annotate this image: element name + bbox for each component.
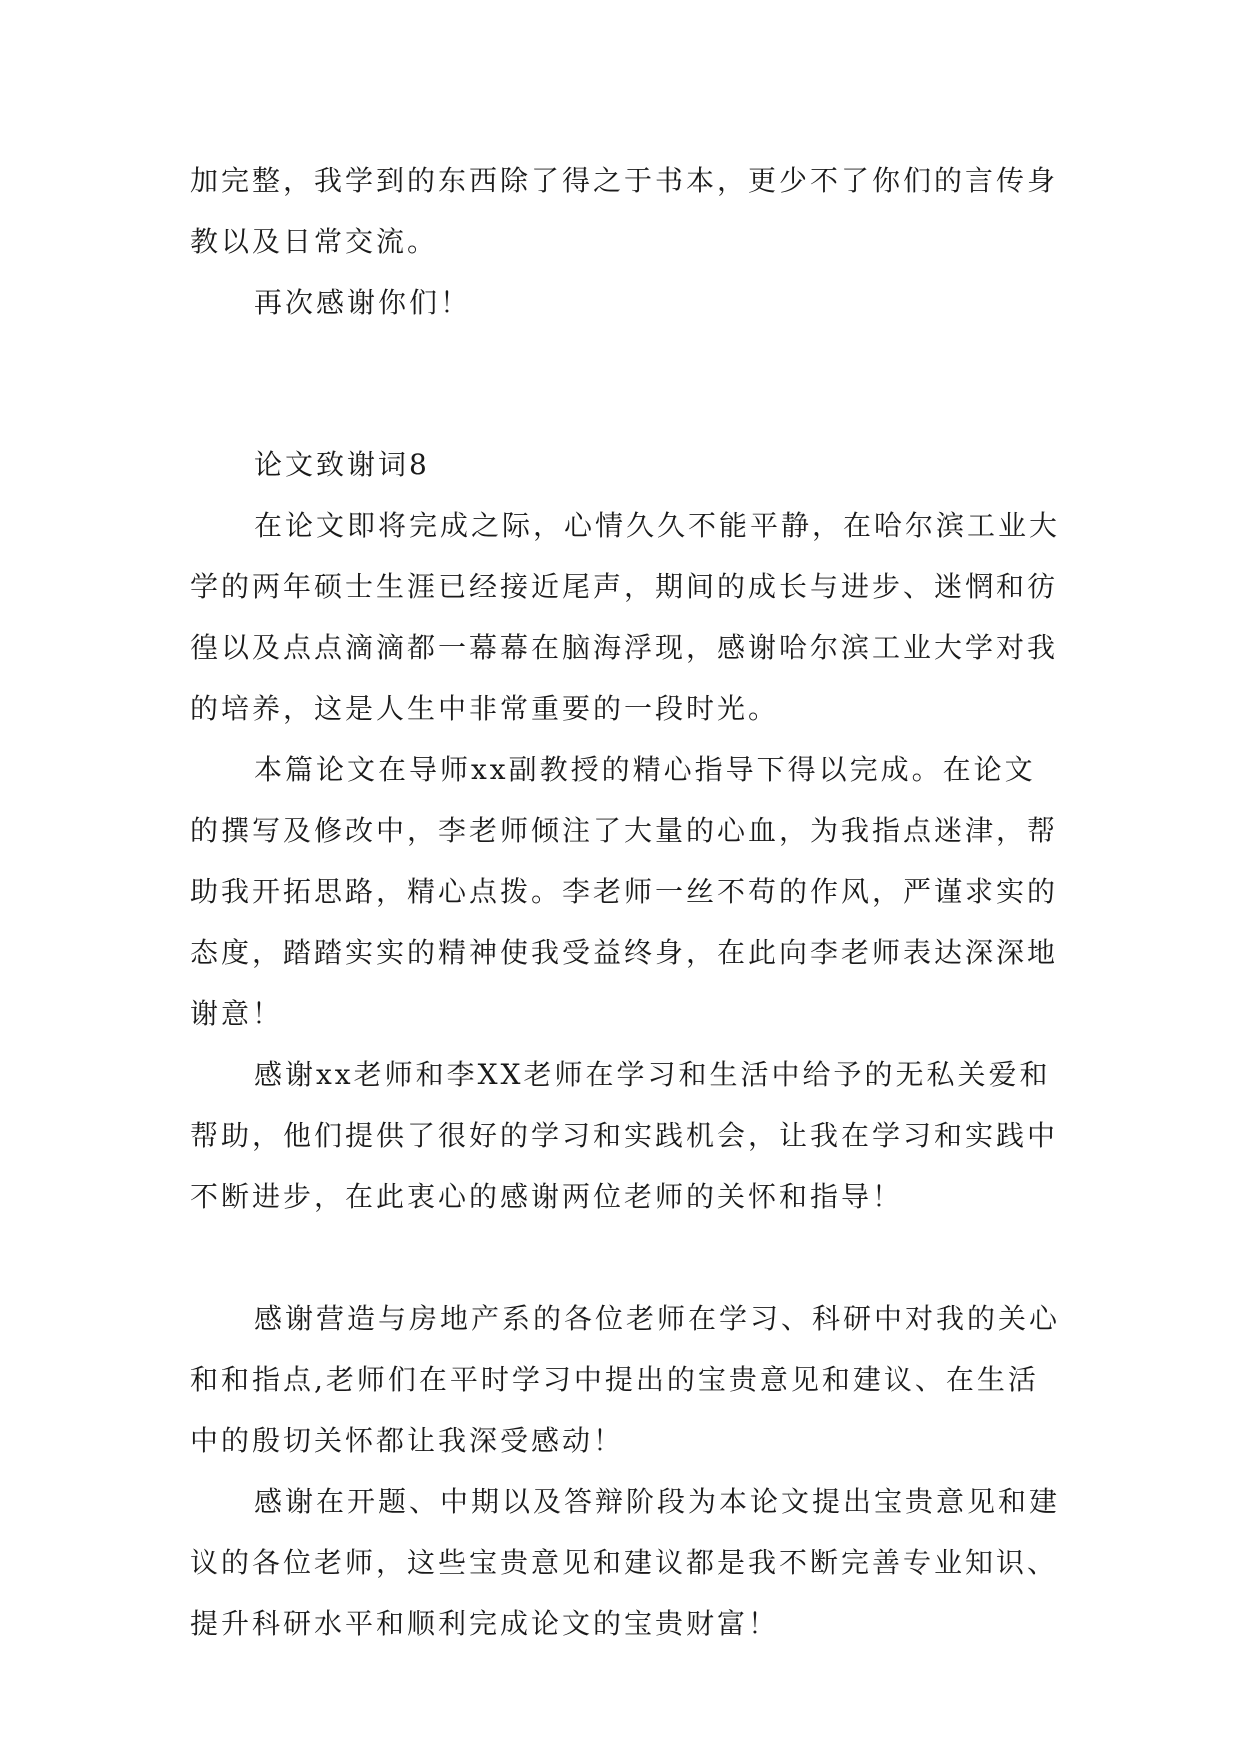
paragraph-department: 感谢营造与房地产系的各位老师在学习、科研中对我的关心和和指点,老师们在平时学习中提出的宝贵意见和建议、在生活中的殷切关怀都让我深受感动！	[190, 1302, 1061, 1457]
paragraph-teachers: 感谢xx老师和李XX老师在学习和生活中给予的无私关爱和帮助，他们提供了很好的学习和实践机会，让我在学习和实践中不断进步，在此衷心的感谢两位老师的关怀和指导！	[190, 1058, 1059, 1213]
section-heading: 论文致谢词8	[254, 448, 430, 481]
paragraph-continuation: 加完整，我学到的东西除了得之于书本，更少不了你们的言传身教以及日常交流。	[190, 164, 1059, 258]
paragraph-committee: 感谢在开题、中期以及答辩阶段为本论文提出宝贵意见和建议的各位老师，这些宝贵意见和建议都是我不断完善专业知识、提升科研水平和顺利完成论文的宝贵财富！	[190, 1485, 1061, 1640]
paragraph-advisor: 本篇论文在导师xx副教授的精心指导下得以完成。在论文的撰写及修改中，李老师倾注了大量的心血，为我指点迷津，帮助我开拓思路，精心点拨。李老师一丝不苟的作风，严谨求实的态度，踏踏实实的精神使我受益终身，在此向李老师表达深深地谢意！	[190, 753, 1059, 1030]
paragraph-intro: 在论文即将完成之际，心情久久不能平静，在哈尔滨工业大学的两年硕士生涯已经接近尾声，期间的成长与进步、迷惘和彷徨以及点点滴滴都一幕幕在脑海浮现，感谢哈尔滨工业大学对我的培养，这是人生中非常重要的一段时光。	[190, 509, 1061, 725]
paragraph-thanks-again: 再次感谢你们！	[254, 286, 472, 319]
